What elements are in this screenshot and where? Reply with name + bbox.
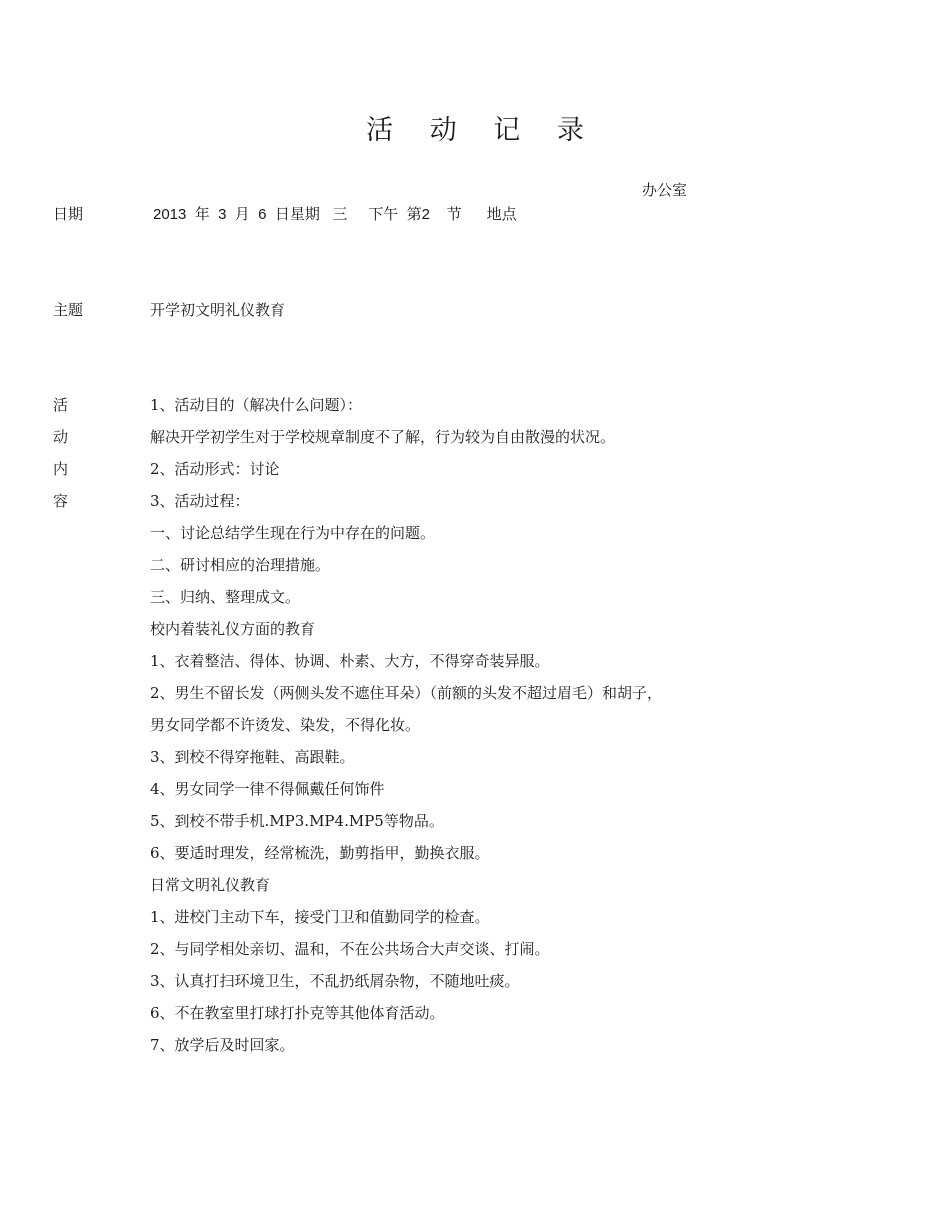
content-label-char: 活 bbox=[53, 396, 69, 414]
day-unit: 日星期 bbox=[274, 205, 320, 223]
content-line: 一、讨论总结学生现在行为中存在的问题。 bbox=[150, 524, 436, 542]
weekday-value: 三 bbox=[332, 205, 348, 223]
date-line bbox=[153, 203, 517, 224]
content-line: 6、要适时理发，经常梳洗，勤剪指甲，勤换衣服。 bbox=[150, 844, 490, 862]
day-value: 6 bbox=[258, 206, 267, 223]
content-line: 6、不在教室里打球打扑克等其他体育活动。 bbox=[150, 1004, 445, 1022]
content-line: 1、衣着整洁、得体、协调、朴素、大方，不得穿奇装异服。 bbox=[150, 652, 550, 670]
section-prefix: 第 bbox=[406, 205, 422, 223]
office-label: 办公室 bbox=[642, 181, 688, 199]
content-line: 校内着装礼仪方面的教育 bbox=[150, 620, 316, 638]
content-line: 2、与同学相处亲切、温和，不在公共场合大声交谈、打闹。 bbox=[150, 940, 550, 958]
content-line: 日常文明礼仪教育 bbox=[150, 876, 271, 894]
content-line: 5、到校不带手机.MP3.MP4.MP5等物品。 bbox=[150, 812, 444, 830]
section-unit: 节 bbox=[446, 205, 462, 223]
subject-label: 主题 bbox=[53, 301, 84, 319]
content-line: 二、研讨相应的治理措施。 bbox=[150, 556, 331, 574]
location-label: 地点 bbox=[486, 205, 517, 223]
content-line: 3、到校不得穿拖鞋、高跟鞋。 bbox=[150, 748, 355, 766]
date-label: 日期 bbox=[53, 205, 84, 223]
month-value: 3 bbox=[218, 206, 227, 223]
period-value: 下午 bbox=[368, 205, 399, 223]
content-line: 2、男生不留长发（两侧头发不遮住耳朵）（前额的头发不超过眉毛）和胡子， bbox=[150, 684, 663, 702]
month-unit: 月 bbox=[234, 205, 250, 223]
content-line: 2、活动形式：讨论 bbox=[150, 460, 280, 478]
year-unit: 年 bbox=[194, 205, 210, 223]
content-label bbox=[53, 395, 68, 523]
content-line: 4、男女同学一律不得佩戴任何饰件 bbox=[150, 780, 385, 798]
document-title: 活 动 记 录 bbox=[366, 115, 598, 146]
subject-value: 开学初文明礼仪教育 bbox=[150, 301, 286, 319]
content-label-char: 内 bbox=[53, 460, 69, 478]
content-line: 7、放学后及时回家。 bbox=[150, 1036, 295, 1054]
content-line: 1、活动目的（解决什么问题）： bbox=[150, 396, 363, 414]
content-line: 3、活动过程： bbox=[150, 492, 250, 510]
content-body bbox=[150, 395, 750, 1067]
content-label-char: 容 bbox=[53, 492, 69, 510]
content-line: 解决开学初学生对于学校规章制度不了解，行为较为自由散漫的状况。 bbox=[150, 428, 616, 446]
year-value: 2013 bbox=[153, 206, 187, 223]
content-line: 1、进校门主动下车，接受门卫和值勤同学的检查。 bbox=[150, 908, 490, 926]
section-number: 2 bbox=[421, 206, 430, 223]
content-line: 男女同学都不许烫发、染发，不得化妆。 bbox=[150, 716, 421, 734]
content-label-char: 动 bbox=[53, 428, 69, 446]
content-line: 三、归纳、整理成文。 bbox=[150, 588, 301, 606]
content-line: 3、认真打扫环境卫生，不乱扔纸屑杂物，不随地吐痰。 bbox=[150, 972, 520, 990]
